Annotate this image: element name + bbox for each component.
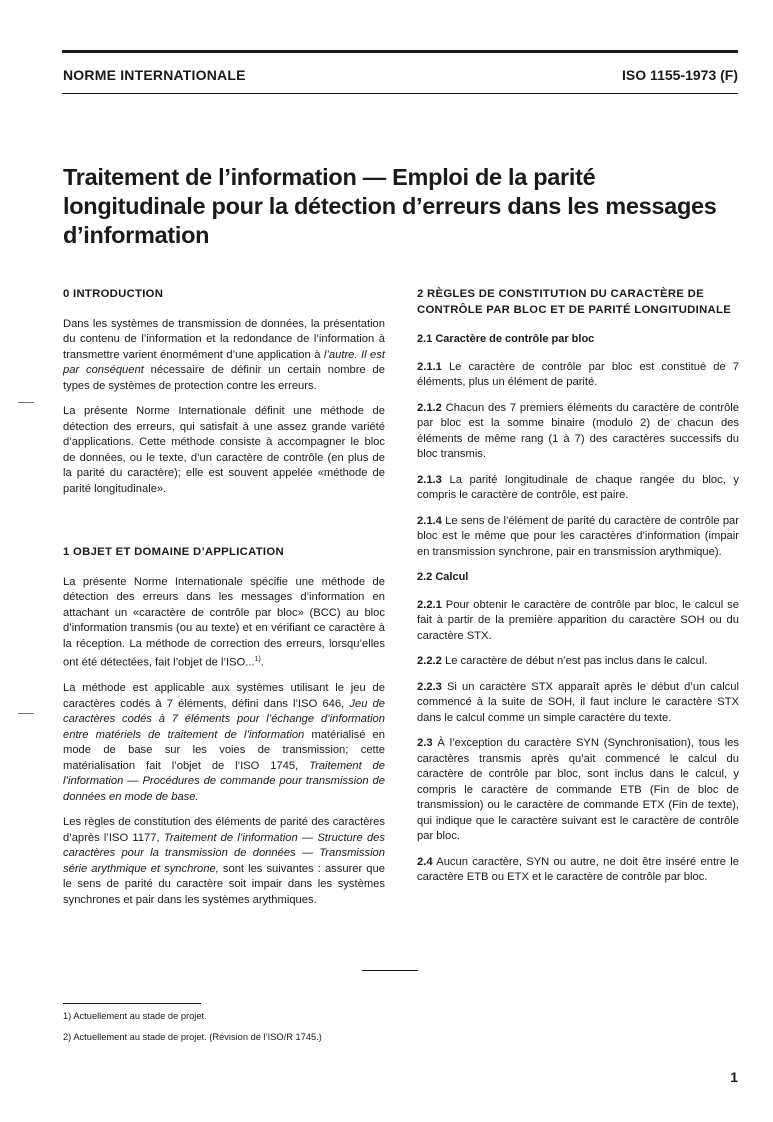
margin-mark [18, 402, 34, 403]
scope-paragraph-3 [63, 815, 385, 908]
text-emphasis: Traitement de l’information — Procédures de commande pour transmission de données en mode de base. [63, 759, 385, 803]
scope-paragraph-1 [63, 575, 385, 672]
text-emphasis: l’autre. Il est par conséquent [63, 348, 385, 376]
title-line: d’information [63, 222, 210, 248]
document-title [63, 163, 743, 250]
scope-paragraph-2 [63, 681, 385, 805]
text-emphasis: Jeu de caractères codés à 7 éléments pour l’échange d’information entre matériels de traitement de l’information [63, 697, 386, 741]
clause-text: Pour obtenir le caractère de contrôle par bloc, le calcul se fait à partir de la première apparition du caractère SOH ou du caractère STX. [417, 598, 739, 642]
subsection-heading-calcul: 2.2 Calcul [417, 571, 469, 583]
clause-2-2-2 [417, 654, 739, 670]
section-heading-introduction: 0 INTRODUCTION [63, 288, 164, 300]
intro-paragraph-1 [63, 317, 385, 395]
text-run: La présente Norme Internationale spécifie une méthode de détection des erreurs dans les messages d’information en attachant un «caractère de contrôle par bloc» (BCC) au bloc d’information transmis (ou au texte) et en vérifiant ce caractère à la réception. La méthode de correction des erreurs, lorsqu’elles ont été détectées, fait l’objet de l’ISO... [63, 575, 385, 669]
clause-2-2-3 [417, 680, 739, 727]
clause-text: Le caractère de contrôle par bloc est constitué de 7 éléments, plus un élément de parité. [417, 360, 739, 388]
clause-number: 2.1.1 [417, 360, 442, 373]
clause-text: Le caractère de début n’est pas inclus dans le calcul. [441, 655, 708, 667]
end-rule [362, 970, 418, 971]
text-emphasis: Traitement de l’information — Structure des caractères pour la transmission de données — Transmission série arythmique et synchrone, [63, 831, 385, 875]
clause-text: Le sens de l’élément de parité du caractère de contrôle par bloc est le même que pour les caractères d’information (impair en transmission synchrone, pair en transmission arythmique). [417, 514, 739, 558]
footnote-ref: 1) [254, 656, 261, 663]
clause-number: 2.1.2 [417, 401, 442, 414]
clause-number: 2.3 [417, 737, 433, 749]
clause-number: 2.1.4 [417, 514, 442, 527]
title-line: longitudinale pour la détection d’erreurs dans les messages [63, 193, 717, 219]
clause-number: 2.2.2 [417, 655, 442, 667]
text-run: La méthode est applicable aux systèmes utilisant le jeu de caractères codés à 7 éléments, défini dans l’ISO 646, [63, 682, 385, 710]
margin-mark [18, 713, 34, 714]
section-heading-scope: 1 OBJET ET DOMAINE D’APPLICATION [63, 546, 284, 558]
text-run: . [260, 656, 264, 669]
clause-2-1-1 [417, 360, 739, 391]
clause-number: 2.4 [417, 855, 433, 868]
header-standard-type: NORME INTERNATIONALE [63, 67, 246, 83]
intro-paragraph-2: La présente Norme Internationale définit une méthode de détection des erreurs, qui satisfait à une assez grande variété d’applications. Cette méthode consiste à accompagner le bloc de données, ou le texte, d’un caractère de contrôle (en plus de la parité du caractère); elle est souvent appelée «méthode de parité longitudinale». [63, 405, 385, 495]
text-run: Dans les systèmes de transmission de données, la présentation du contenu de l’information et la redondance de l’information à transmettre varient énormément d’une application à [63, 317, 385, 361]
subsection-heading-bcc: 2.1 Caractère de contrôle par bloc [417, 333, 595, 345]
spacer [63, 507, 385, 545]
clause-number: 2.2.1 [417, 598, 442, 611]
footnote-rule [63, 1003, 201, 1004]
clause-2-1-4 [417, 514, 739, 561]
clause-text: Chacun des 7 premiers éléments du caractère de contrôle par bloc est la somme binaire (modulo 2) de chacun des éléments de même rang (1 à 7) des caractères successifs du bloc transmis. [417, 401, 739, 460]
clause-text: Si un caractère STX apparaît après le début d’un calcul commencé à la suite de SOH, il faut inclure le caractère STX dans le calcul comme un simple caractère du texte. [417, 680, 739, 724]
text-run: Les règles de constitution des éléments de parité des caractères d’après l’ISO 1177, [63, 816, 385, 844]
footnote: 2) Actuellement au stade de projet. (Révision de l’ISO/R 1745.) [63, 1032, 322, 1042]
top-rule [62, 50, 738, 53]
clause-number: 2.2.3 [417, 680, 442, 693]
footnotes [63, 1010, 663, 1052]
header-rule [62, 93, 738, 94]
clause-2-2-1 [417, 598, 739, 645]
clause-text: Aucun caractère, SYN ou autre, ne doit être inséré entre le caractère ETB ou ETX et le caractère de contrôle par bloc. [417, 855, 739, 883]
section-heading-rules: 2 RÈGLES DE CONSTITUTION DU CARACTÈRE DE CONTRÔLE PAR BLOC ET DE PARITÉ LONGITUDINALE [417, 288, 732, 316]
clause-2-1-3 [417, 473, 739, 504]
text-run: sont les suivantes : assurer que le sens de parité du caractère soit impair dans les systèmes synchrones et pair dans les systèmes arythmiques. [63, 862, 385, 906]
clause-text: La parité longitudinale de chaque rangée du bloc, y compris le caractère de contrôle, est paire. [417, 473, 739, 501]
text-run: matérialisé en mode de base sur les voies de transmission; cette matérialisation fait l’objet de l’ISO 1745, [63, 728, 385, 772]
clause-2-3 [417, 736, 739, 845]
page-number: 1 [730, 1069, 738, 1085]
title-line: Traitement de l’information — Emploi de la parité [63, 164, 596, 190]
clause-number: 2.1.3 [417, 473, 442, 486]
clause-2-1-2 [417, 401, 739, 463]
text-run: nécessaire de définir un certain nombre de types de systèmes de protection contre les erreurs. [63, 364, 385, 392]
clause-text: À l’exception du caractère SYN (Synchronisation), tous les caractères transmis après qu’ait commencé le calcul du caractère de contrôle par bloc, sont inclus dans le calcul, y compris le caractère de commande ETB (Fin de bloc de transmission) ou le caractère de commande ETX (Fin de texte), qui indique que le caractère suivant est le caractère de contrôle par bloc. [417, 737, 739, 842]
clause-2-4 [417, 855, 739, 886]
left-column [63, 287, 385, 918]
right-column [417, 287, 739, 896]
header-standard-number: ISO 1155-1973 (F) [622, 67, 738, 83]
footnote: 1) Actuellement au stade de projet. [63, 1011, 207, 1021]
